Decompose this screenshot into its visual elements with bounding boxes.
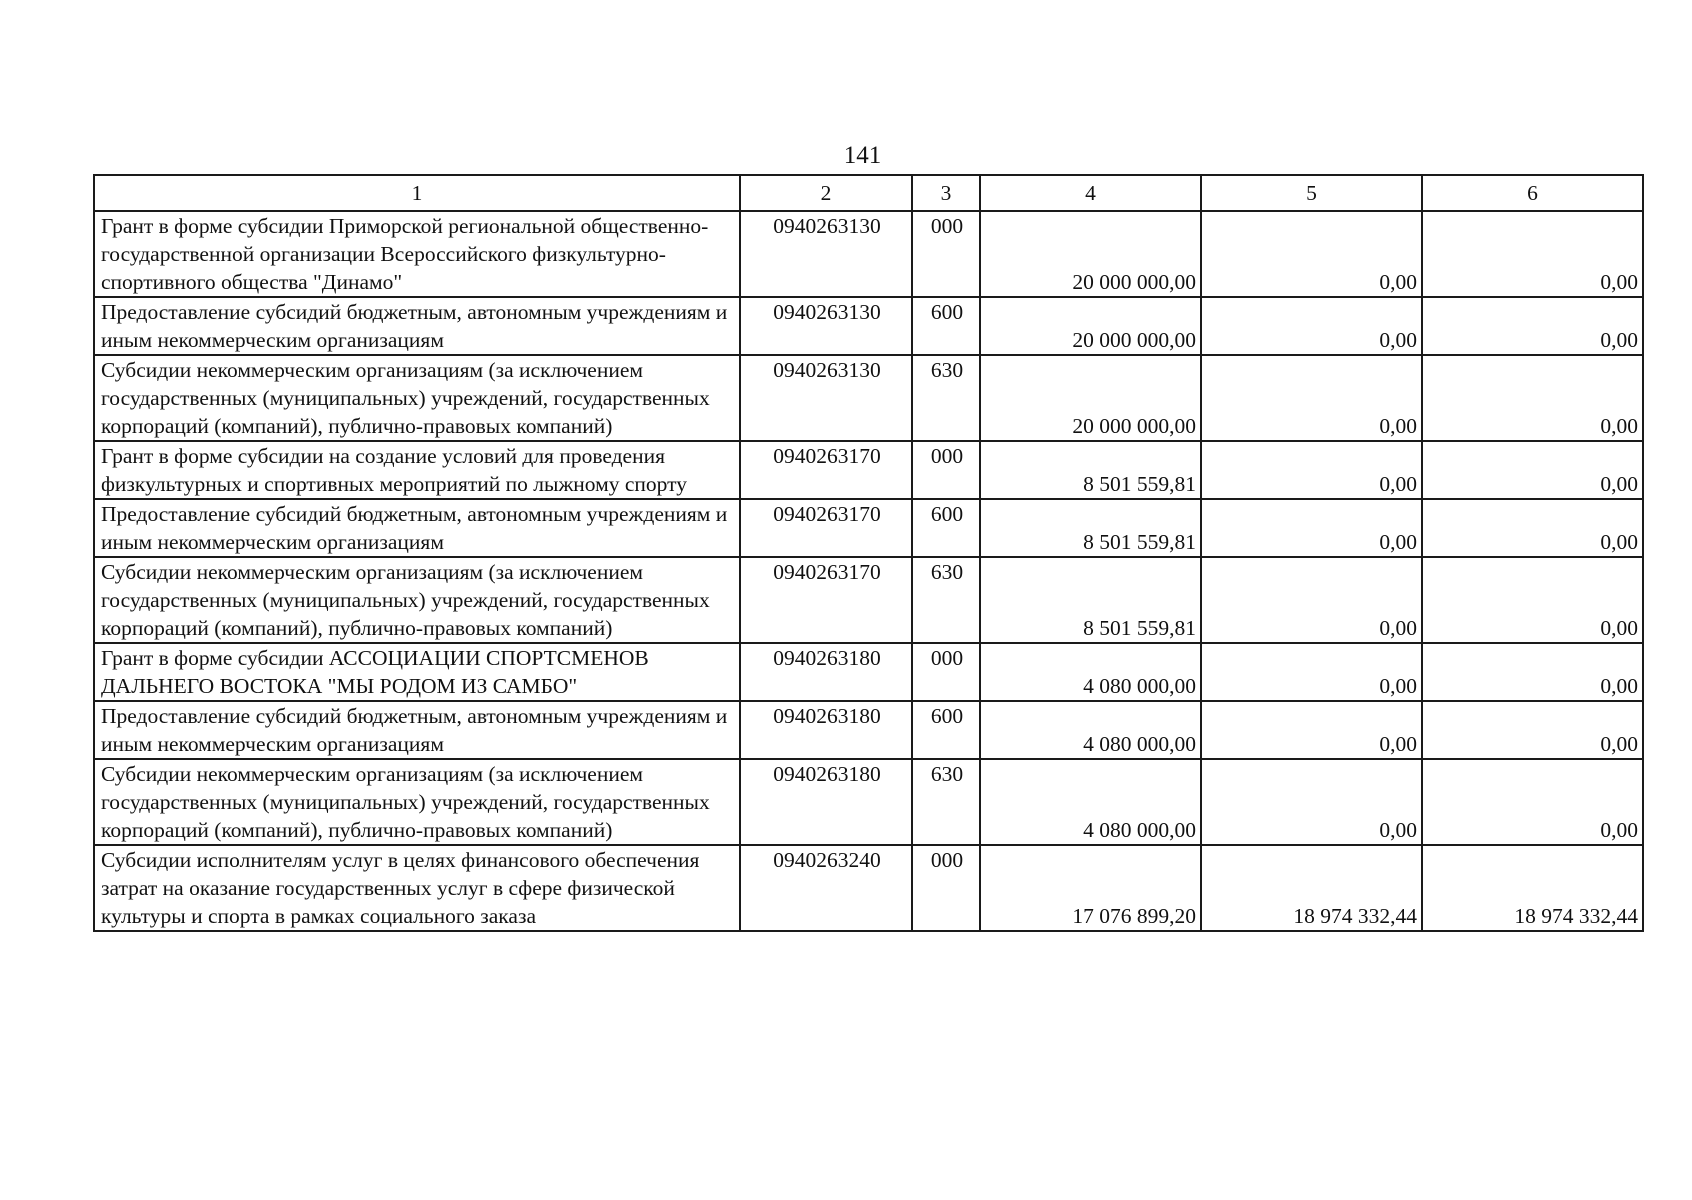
row-value-col6: 0,00: [1422, 355, 1643, 441]
table-row: [94, 557, 1643, 643]
row-expense-type: 600: [912, 701, 980, 759]
header-cell: 1: [94, 175, 740, 211]
table-header-row: [94, 175, 1643, 211]
header-cell: 3: [912, 175, 980, 211]
row-value-col5: 0,00: [1201, 643, 1422, 701]
row-value-col4: 20 000 000,00: [980, 355, 1201, 441]
row-name: Субсидии исполнителям услуг в целях финансового обеспечения затрат на оказание государственных услуг в сфере физической культуры и спорта в рамках социального заказа: [94, 845, 740, 931]
row-value-col6: 0,00: [1422, 441, 1643, 499]
row-value-col5: 0,00: [1201, 499, 1422, 557]
table-row: [94, 499, 1643, 557]
row-expense-type: 630: [912, 759, 980, 845]
row-expense-type: 000: [912, 211, 980, 297]
row-target-code: 0940263240: [740, 845, 912, 931]
row-name: Грант в форме субсидии АССОЦИАЦИИ СПОРТСМЕНОВ ДАЛЬНЕГО ВОСТОКА "МЫ РОДОМ ИЗ САМБО": [94, 643, 740, 701]
row-value-col4: 4 080 000,00: [980, 643, 1201, 701]
table-row: [94, 759, 1643, 845]
row-value-col4: 4 080 000,00: [980, 701, 1201, 759]
row-value-col6: 0,00: [1422, 297, 1643, 355]
row-name: Субсидии некоммерческим организациям (за исключением государственных (муниципальных) учреждений, государственных корпораций (компаний), публично-правовых компаний): [94, 355, 740, 441]
row-expense-type: 000: [912, 441, 980, 499]
row-value-col5: 0,00: [1201, 557, 1422, 643]
row-value-col6: 0,00: [1422, 499, 1643, 557]
row-value-col5: 18 974 332,44: [1201, 845, 1422, 931]
table-row: [94, 845, 1643, 931]
row-value-col4: 8 501 559,81: [980, 441, 1201, 499]
row-expense-type: 000: [912, 643, 980, 701]
row-name: Предоставление субсидий бюджетным, автономным учреждениям и иным некоммерческим организациям: [94, 499, 740, 557]
row-target-code: 0940263130: [740, 355, 912, 441]
row-value-col4: 20 000 000,00: [980, 211, 1201, 297]
row-expense-type: 630: [912, 557, 980, 643]
row-name: Субсидии некоммерческим организациям (за исключением государственных (муниципальных) учреждений, государственных корпораций (компаний), публично-правовых компаний): [94, 557, 740, 643]
table-row: [94, 701, 1643, 759]
row-value-col6: 0,00: [1422, 759, 1643, 845]
row-name: Субсидии некоммерческим организациям (за исключением государственных (муниципальных) учреждений, государственных корпораций (компаний), публично-правовых компаний): [94, 759, 740, 845]
header-cell: 5: [1201, 175, 1422, 211]
row-value-col5: 0,00: [1201, 759, 1422, 845]
row-name: Предоставление субсидий бюджетным, автономным учреждениям и иным некоммерческим организациям: [94, 701, 740, 759]
row-value-col6: 0,00: [1422, 211, 1643, 297]
table-row: [94, 211, 1643, 297]
row-value-col6: 0,00: [1422, 701, 1643, 759]
table-row: [94, 643, 1643, 701]
row-value-col4: 20 000 000,00: [980, 297, 1201, 355]
row-target-code: 0940263180: [740, 643, 912, 701]
row-target-code: 0940263130: [740, 297, 912, 355]
row-value-col5: 0,00: [1201, 297, 1422, 355]
header-cell: 2: [740, 175, 912, 211]
row-name: Грант в форме субсидии Приморской региональной общественно-государственной организации Всероссийского физкультурно-спортивного общества "Динамо": [94, 211, 740, 297]
row-target-code: 0940263130: [740, 211, 912, 297]
row-value-col4: 8 501 559,81: [980, 499, 1201, 557]
row-expense-type: 000: [912, 845, 980, 931]
table-row: [94, 441, 1643, 499]
row-value-col4: 17 076 899,20: [980, 845, 1201, 931]
row-target-code: 0940263180: [740, 759, 912, 845]
table-row: [94, 355, 1643, 441]
budget-table: [93, 174, 1644, 932]
row-value-col5: 0,00: [1201, 211, 1422, 297]
row-value-col5: 0,00: [1201, 701, 1422, 759]
row-value-col6: 0,00: [1422, 557, 1643, 643]
row-value-col5: 0,00: [1201, 441, 1422, 499]
row-value-col4: 4 080 000,00: [980, 759, 1201, 845]
header-cell: 4: [980, 175, 1201, 211]
row-target-code: 0940263170: [740, 441, 912, 499]
row-value-col5: 0,00: [1201, 355, 1422, 441]
header-cell: 6: [1422, 175, 1643, 211]
row-target-code: 0940263170: [740, 557, 912, 643]
row-expense-type: 630: [912, 355, 980, 441]
table-row: [94, 297, 1643, 355]
row-expense-type: 600: [912, 499, 980, 557]
row-name: Предоставление субсидий бюджетным, автономным учреждениям и иным некоммерческим организациям: [94, 297, 740, 355]
row-target-code: 0940263170: [740, 499, 912, 557]
row-value-col6: 0,00: [1422, 643, 1643, 701]
row-expense-type: 600: [912, 297, 980, 355]
row-name: Грант в форме субсидии на создание условий для проведения физкультурных и спортивных мероприятий по лыжному спорту: [94, 441, 740, 499]
row-value-col6: 18 974 332,44: [1422, 845, 1643, 931]
page-number: 141: [843, 142, 882, 169]
row-value-col4: 8 501 559,81: [980, 557, 1201, 643]
row-target-code: 0940263180: [740, 701, 912, 759]
